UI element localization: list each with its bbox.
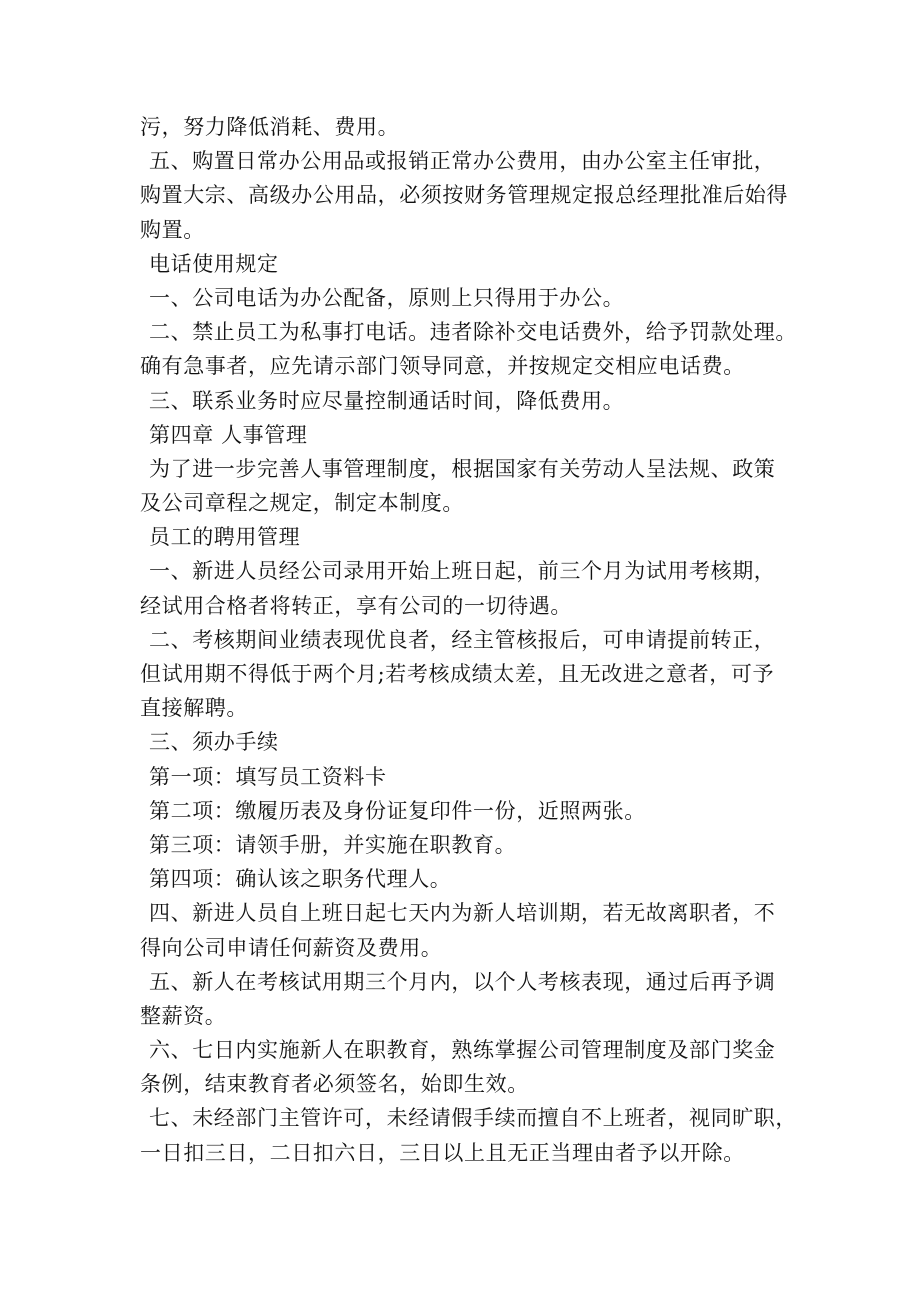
text-line: 经试用合格者将转正，享有公司的一切待遇。 (140, 593, 572, 618)
text-line: 第一项：填写员工资料卡 (149, 764, 387, 789)
text-line: 一日扣三日，二日扣六日，三日以上且无正当理由者予以开除。 (140, 1140, 745, 1165)
text-line: 第四项：确认该之职务代理人。 (149, 867, 452, 892)
text-line: 五、新人在考核试用期三个月内，以个人考核表现，通过后再予调 (149, 969, 776, 994)
text-line: 五、购置日常办公用品或报销正常办公费用，由办公室主任审批， (149, 149, 776, 174)
text-line: 三、须办手续 (149, 730, 279, 755)
text-line: 四、新进人员自上班日起七天内为新人培训期，若无故离职者，不 (149, 901, 776, 926)
text-line: 一、公司电话为办公配备，原则上只得用于办公。 (149, 285, 625, 310)
section-heading: 员工的聘用管理 (149, 525, 301, 550)
text-line: 六、七日内实施新人在职教育，熟练掌握公司管理制度及部门奖金 (149, 1038, 776, 1063)
text-line: 得向公司申请任何薪资及费用。 (140, 935, 443, 960)
text-line: 购置。 (140, 217, 205, 242)
text-line: 第三项：请领手册，并实施在职教育。 (149, 832, 517, 857)
text-line: 购置大宗、高级办公用品，必须按财务管理规定报总经理批准后始得 (140, 183, 788, 208)
text-line: 七、未经部门主管许可，未经请假手续而擅自不上班者，视同旷职， (149, 1106, 797, 1131)
text-line: 直接解聘。 (140, 696, 248, 721)
text-line: 三、联系业务时应尽量控制通话时间，降低费用。 (149, 388, 625, 413)
text-line: 为了进一步完善人事管理制度，根据国家有关劳动人呈法规、政策 (149, 456, 776, 481)
text-line: 第二项：缴履历表及身份证复印件一份，近照两张。 (149, 798, 646, 823)
text-line: 二、禁止员工为私事打电话。违者除补交电话费外，给予罚款处理。 (149, 320, 797, 345)
text-line: 条例，结束教育者必须签名，始即生效。 (140, 1072, 529, 1097)
text-line: 但试用期不得低于两个月;若考核成绩太差，且无改进之意者，可予 (140, 662, 775, 686)
text-line: 及公司章程之规定，制定本制度。 (140, 491, 464, 516)
document-body (140, 110, 800, 1170)
text-line: 确有急事者，应先请示部门领导同意，并按规定交相应电话费。 (140, 354, 745, 379)
chapter-heading: 第四章 人事管理 (149, 422, 308, 447)
text-line: 污，努力降低消耗、费用。 (140, 115, 400, 139)
section-heading: 电话使用规定 (149, 251, 279, 276)
text-line: 二、考核期间业绩表现优良者，经主管核报后，可申请提前转正， (149, 627, 776, 652)
text-line: 整薪资。 (140, 1003, 227, 1028)
text-line: 一、新进人员经公司录用开始上班日起，前三个月为试用考核期， (149, 559, 776, 584)
